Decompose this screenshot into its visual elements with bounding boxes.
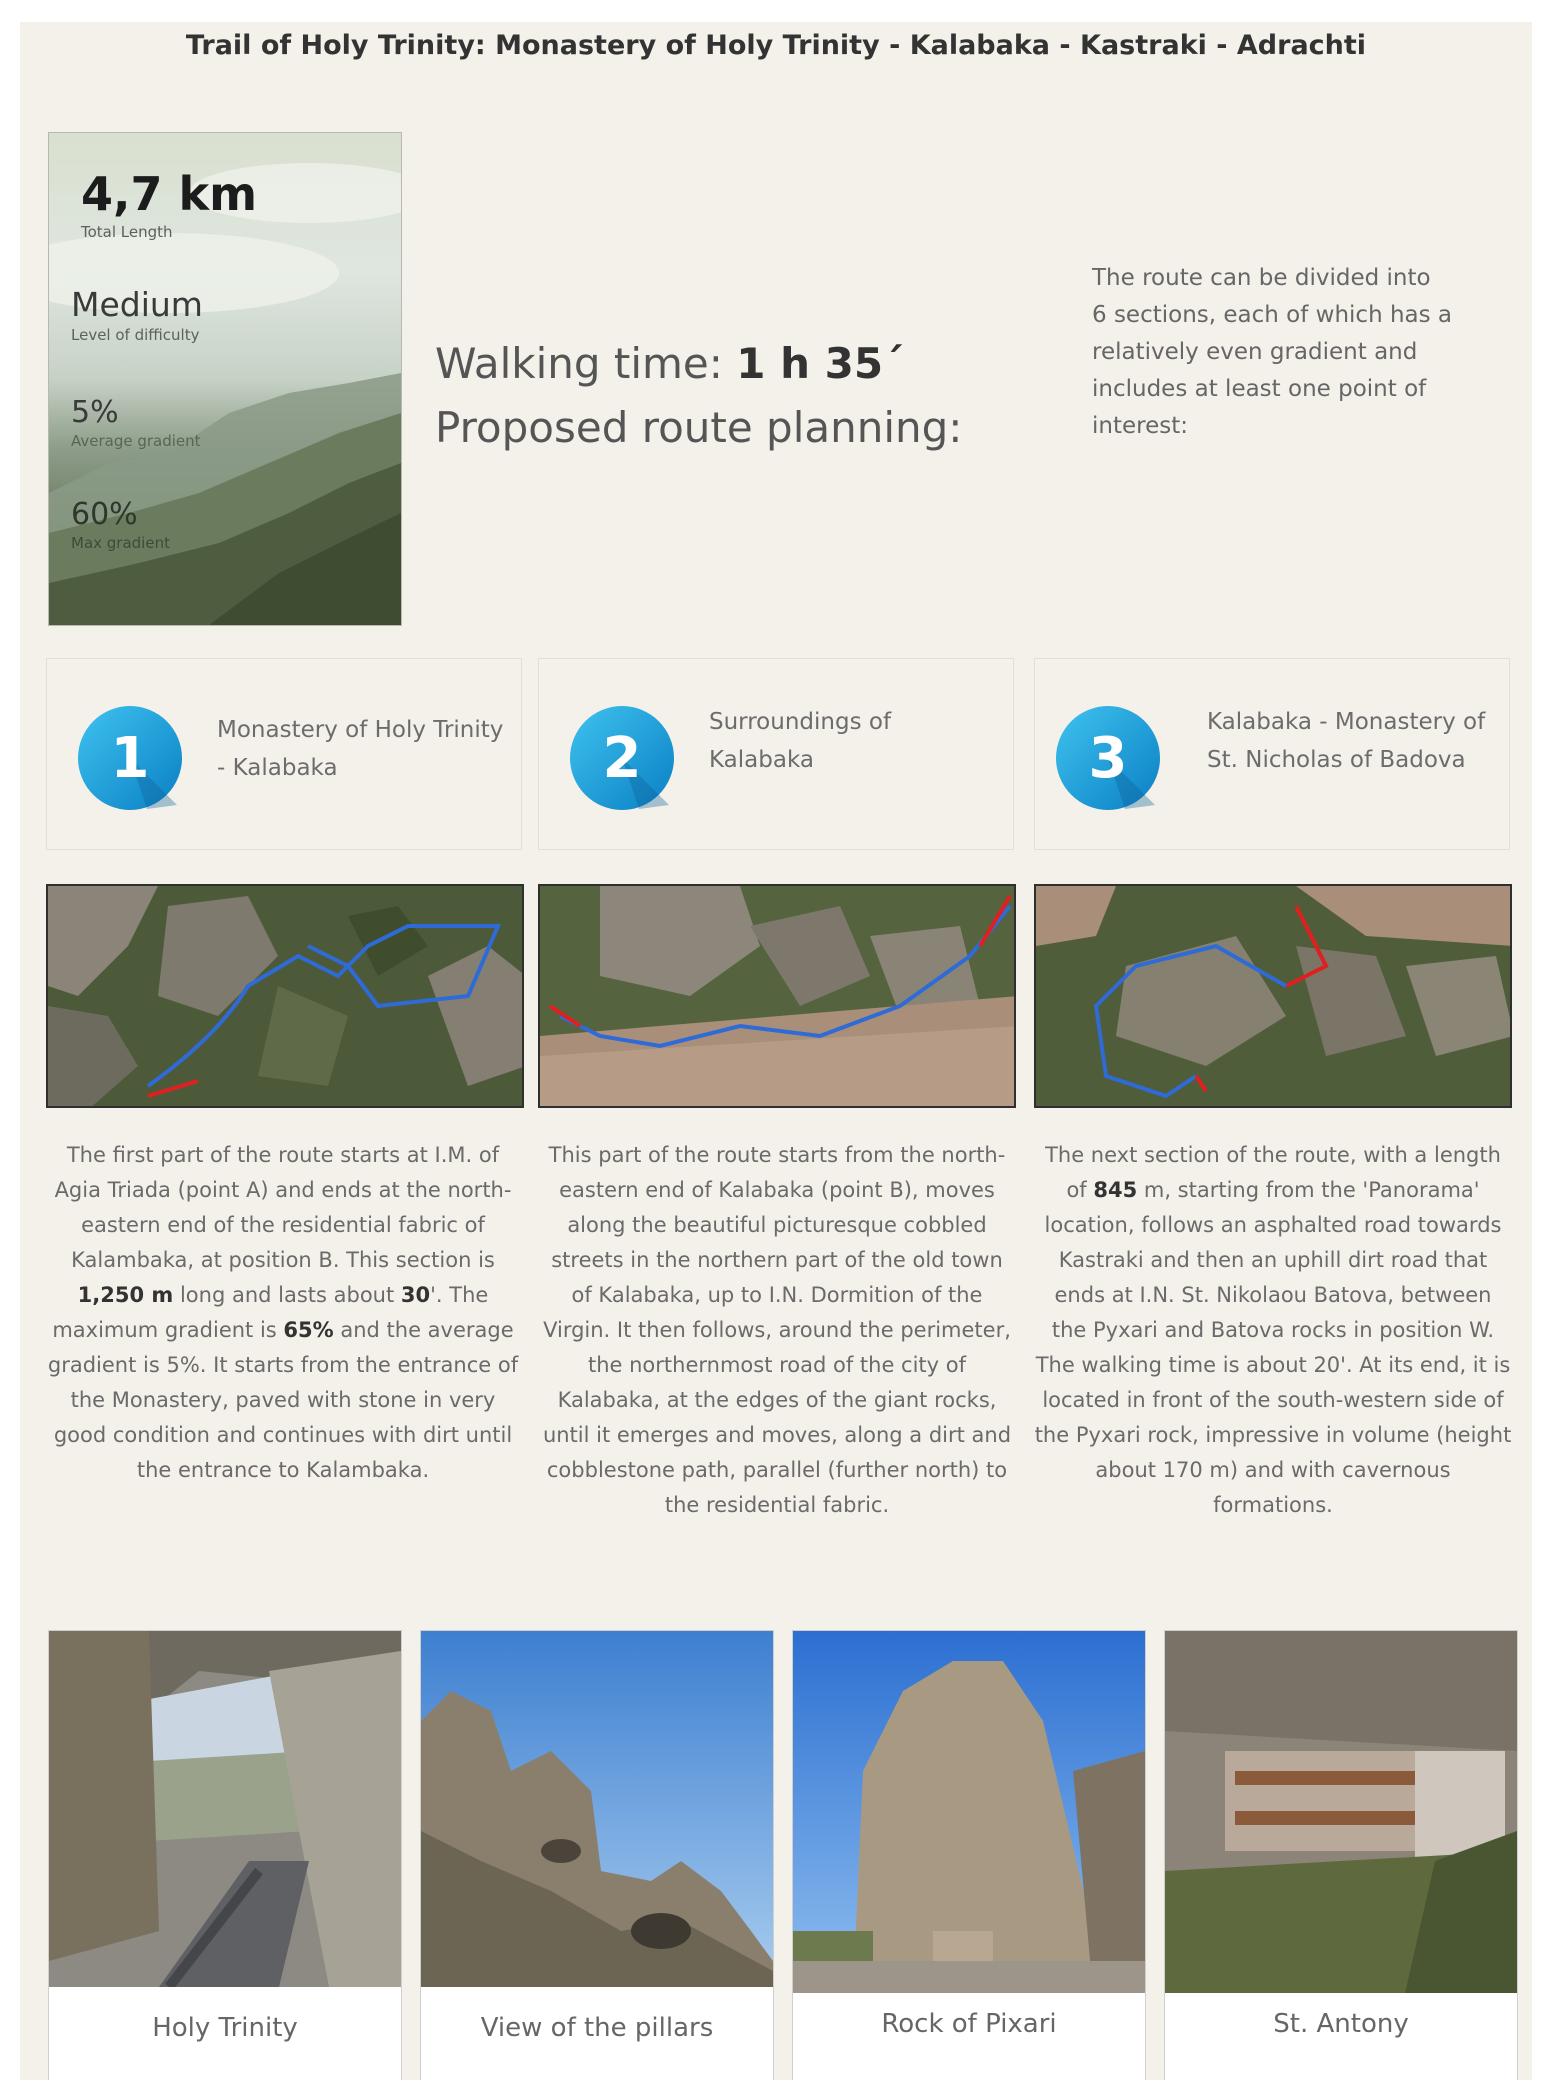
photo-card-rock-of-pixari[interactable] <box>792 1630 1146 2080</box>
desc-text: long and lasts about <box>173 1283 401 1307</box>
stat-value: 4,7 km <box>81 167 258 221</box>
page-title: Trail of Holy Trinity: Monastery of Holy Trinity - Kalabaka - Kastraki - Adrachti <box>185 30 1367 61</box>
badge-number: 1 <box>110 726 150 791</box>
route-map-3[interactable] <box>1034 884 1512 1108</box>
stat-value: 5% <box>71 395 119 430</box>
photo-card-holy-trinity[interactable] <box>48 1630 402 2080</box>
desc-text: The first part of the route starts at I.M. of Agia Triada (point A) and ends at the north-eastern end of the residential fabric of Kalambaka, at position B. This section is <box>54 1143 512 1272</box>
stat-max-gradient <box>71 497 170 552</box>
photo-card-view-of-the-pillars[interactable] <box>420 1630 774 2080</box>
holy-trinity-photo <box>49 1631 401 1987</box>
stats-card <box>48 132 402 626</box>
desc-text: m, starting from the 'Panorama' location, follows an asphalted road towards Kastraki and then an uphill dirt road that ends at I.N. St. Nikolaou Batova, between the Pyxari and Batova rocks in position W. The walking time is about 20'. At its end, it is located in front of the south-western side of the Pyxari rock, impressive in volume (height about 170 m) and with cavernous formations. <box>1034 1178 1512 1517</box>
st-antony-photo <box>1165 1631 1517 1993</box>
desc-duration: 30 <box>400 1283 431 1307</box>
section-name: Kalabaka - Monastery of St. Nicholas of Badova <box>1207 709 1486 773</box>
section-description-3 <box>1034 1138 1512 1523</box>
desc-length: 1,250 m <box>77 1283 174 1307</box>
desc-text: and the average gradient is 5%. It starts from the entrance of the Monastery, paved with stone in very good condition and continues with dirt until the entrance to Kalambaka. <box>47 1318 519 1482</box>
stat-label: Average gradient <box>71 432 201 450</box>
walking-time-value: 1 h 35´ <box>736 339 905 388</box>
stat-label: Total Length <box>81 223 173 241</box>
photo-caption: View of the pillars <box>480 2013 714 2043</box>
pixari-rock-photo <box>793 1631 1145 1993</box>
number-badge-icon <box>77 705 183 811</box>
stat-average-gradient <box>71 395 201 450</box>
number-badge-icon <box>569 705 675 811</box>
desc-gradient: 65% <box>283 1318 334 1342</box>
number-badge-icon <box>1055 705 1161 811</box>
stat-label: Level of difficulty <box>71 326 200 344</box>
stat-label: Max gradient <box>71 534 170 552</box>
section-card-3[interactable] <box>1034 658 1510 850</box>
badge-number: 3 <box>1088 726 1128 791</box>
aerial-map-image <box>1036 886 1512 1108</box>
photo-caption: St. Antony <box>1273 2009 1409 2039</box>
photo-card-st-antony[interactable] <box>1164 1630 1518 2080</box>
desc-text: The next section of the route, with a length of <box>1045 1143 1501 1202</box>
photo-caption: Holy Trinity <box>152 2013 298 2043</box>
aerial-map-image <box>540 886 1016 1108</box>
stat-value: 60% <box>71 497 138 532</box>
walking-time-label: Walking time: <box>435 339 737 388</box>
stat-difficulty <box>71 285 203 344</box>
section-card-2[interactable] <box>538 658 1014 850</box>
walking-time <box>435 332 962 396</box>
section-description-1 <box>44 1138 522 1488</box>
section-name: Surroundings of Kalabaka <box>709 709 892 773</box>
section-description-2: This part of the route starts from the north-eastern end of Kalabaka (point B), moves along the beautiful picturesque cobbled streets in the northern part of the old town of Kalabaka, up to I.N. Dormition of the Virgin. It then follows, around the perimeter, the northernmost road of the city of Kalabaka, at the edges of the giant rocks, until it emerges and moves, along a dirt and cobblestone path, parallel (further north) to the residential fabric. <box>542 1143 1012 1517</box>
section-name: Monastery of Holy Trinity - Kalabaka <box>217 717 504 781</box>
desc-text: '. The maximum gradient is <box>52 1283 489 1342</box>
route-map-2[interactable] <box>538 884 1016 1108</box>
section-card-1[interactable] <box>46 658 522 850</box>
route-intro-text: The route can be divided into 6 sections, each of which has a relatively even gradient and includes at least one point of interest: <box>1092 265 1453 439</box>
desc-length: 845 <box>1093 1178 1138 1202</box>
walking-time-block <box>435 332 962 460</box>
aerial-map-image <box>48 886 524 1108</box>
pillars-photo <box>421 1631 773 1987</box>
badge-number: 2 <box>602 726 642 791</box>
route-planning-heading: Proposed route planning: <box>435 403 963 452</box>
page <box>20 22 1532 2080</box>
photo-caption: Rock of Pixari <box>881 2009 1057 2039</box>
stat-value: Medium <box>71 285 203 324</box>
route-map-1[interactable] <box>46 884 524 1108</box>
stat-total-length <box>81 167 257 241</box>
